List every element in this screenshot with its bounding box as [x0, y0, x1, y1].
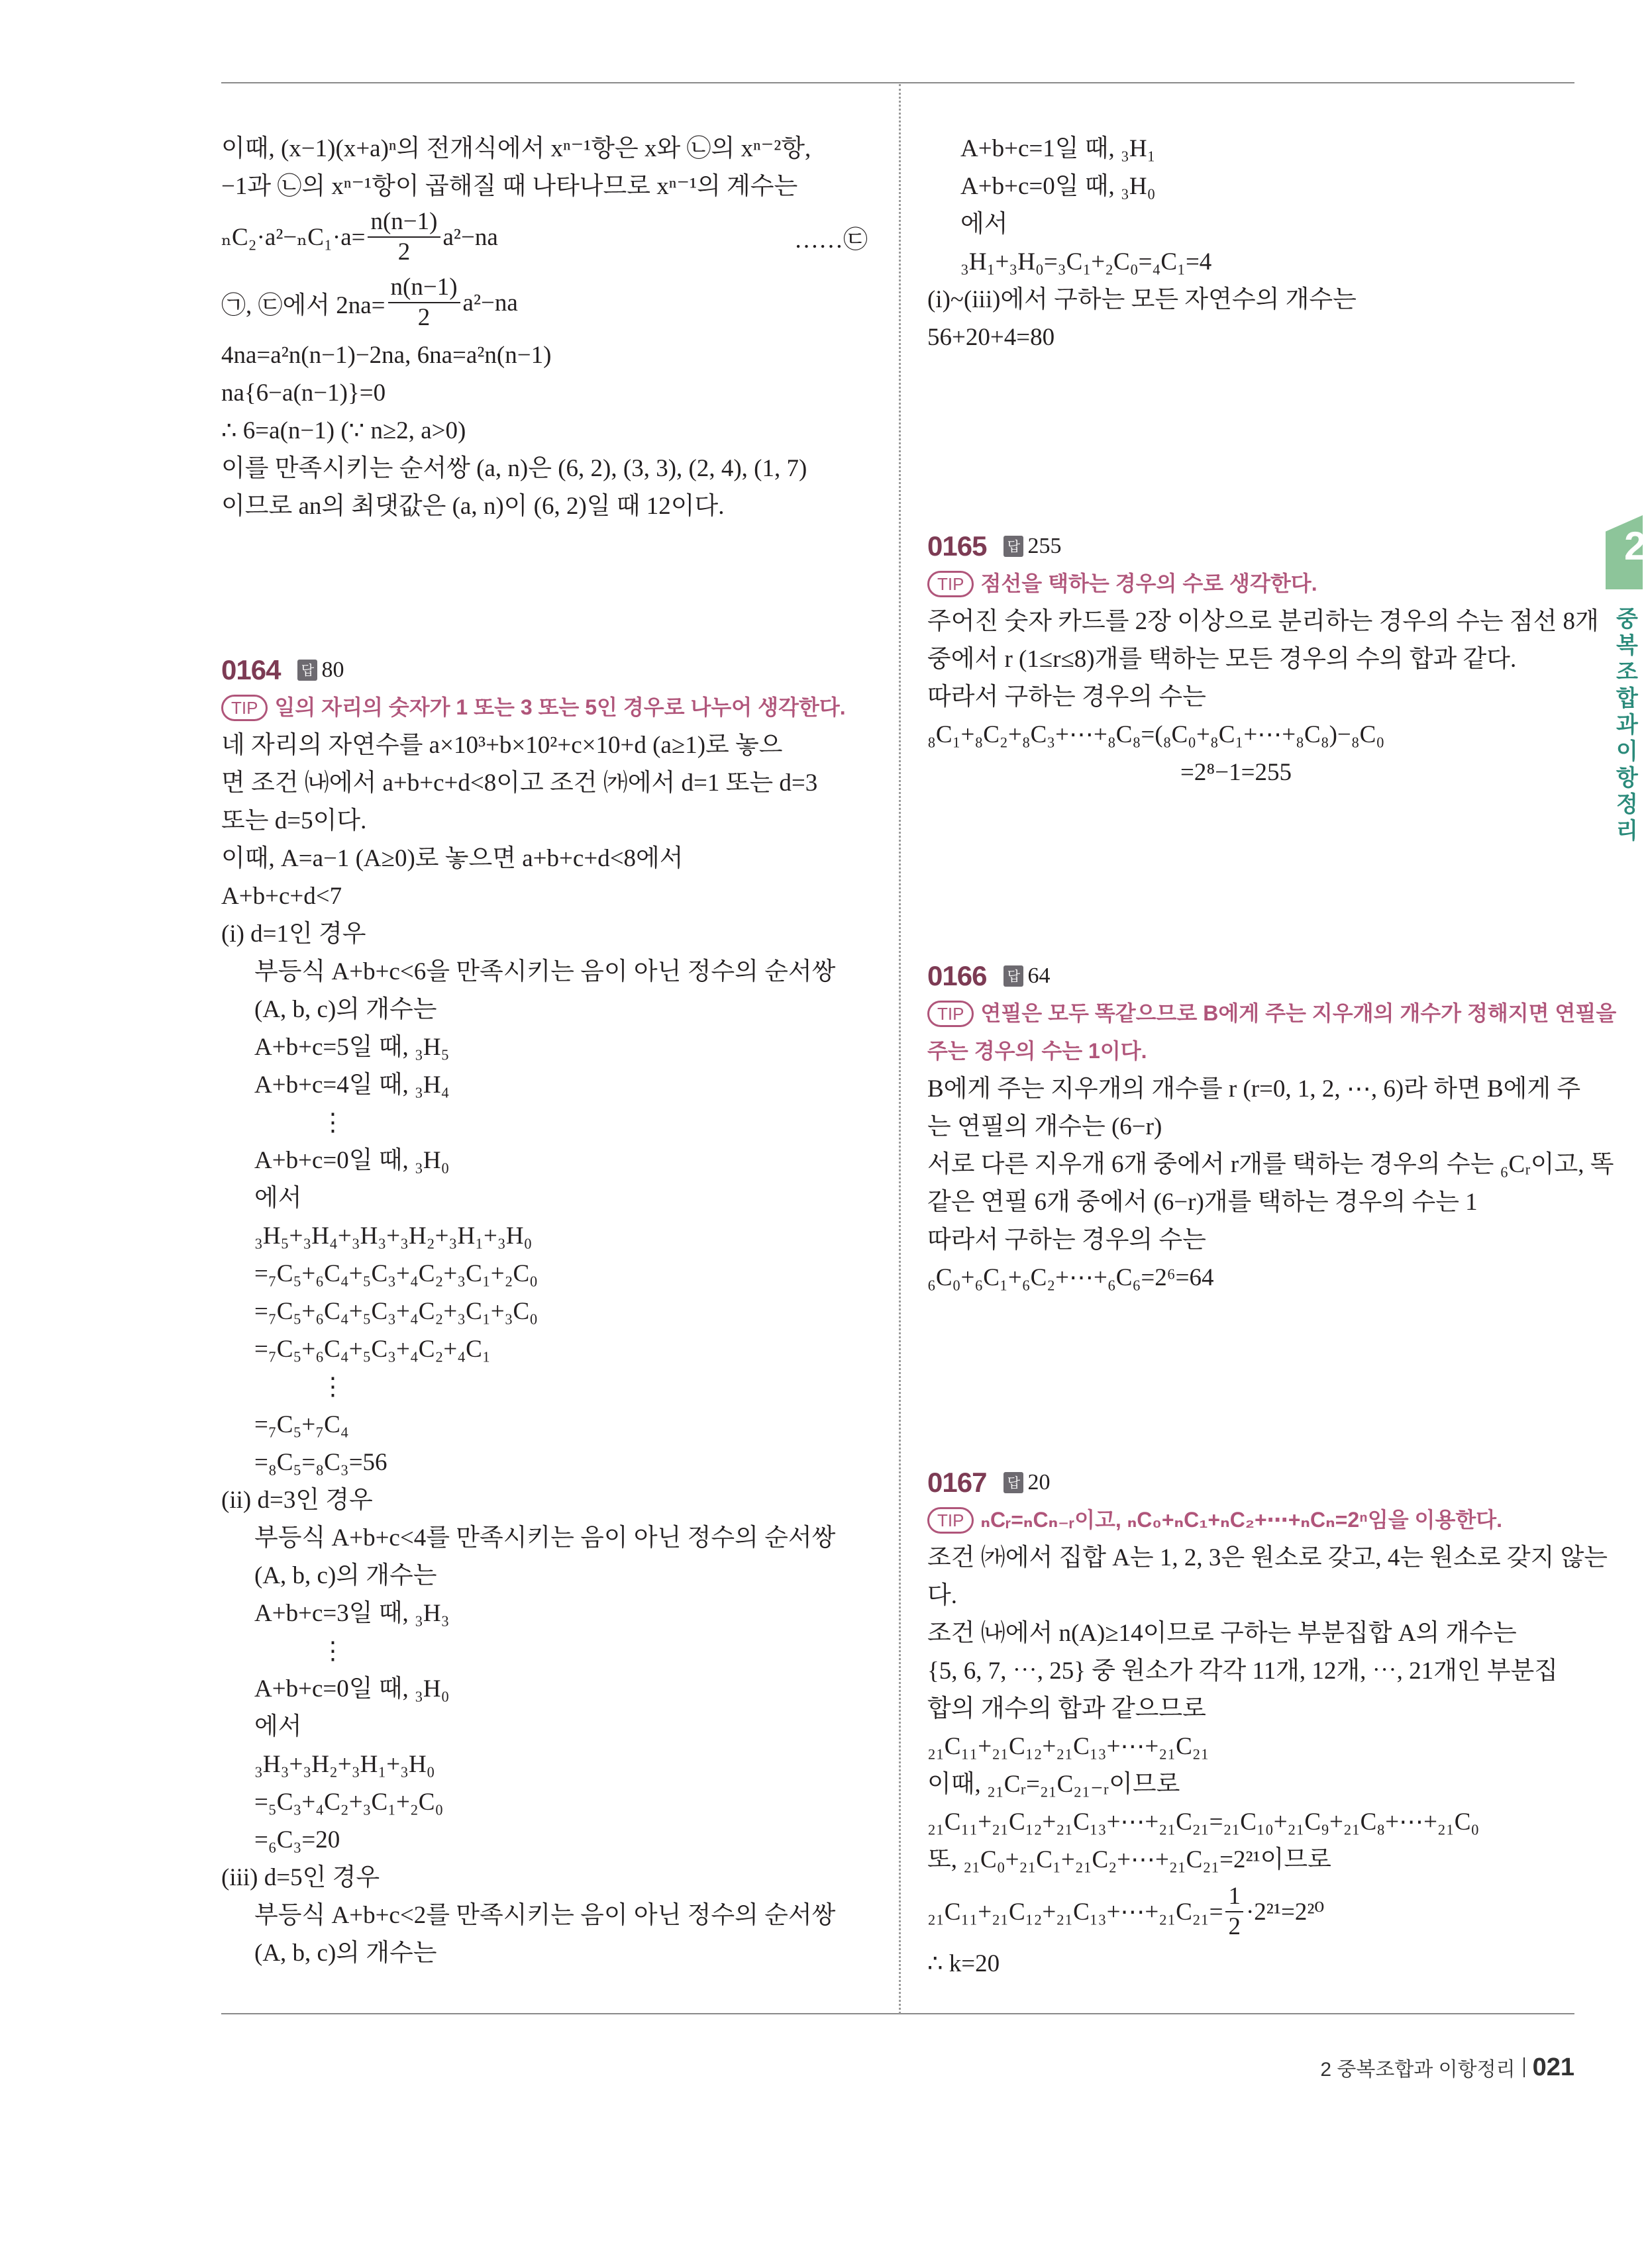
- text-line: 이때, ₂₁Cᵣ=₂₁C₂₁₋ᵣ이므로: [927, 1771, 1180, 1798]
- problem-header: [221, 651, 846, 689]
- problem-0167: [927, 1463, 1608, 1983]
- text-line: A+b+c=4일 때, ₃H₄: [254, 1071, 450, 1099]
- formula-text: ·2²¹=2²⁰: [1245, 1898, 1325, 1926]
- text-line: ₃H₃+₃H₂+₃H₁+₃H₀: [254, 1751, 435, 1778]
- text-line: =₇C₅+₆C₄+₅C₃+₄C₂+₃C₁+₂C₀: [254, 1260, 539, 1287]
- numerator: n(n−1): [388, 273, 460, 303]
- text-line: 주어진 숫자 카드를 2장 이상으로 분리하는 경우의 수는 점선 8개: [927, 608, 1599, 635]
- tip-badge: TIP: [927, 1001, 974, 1027]
- text-line: 이때, (x−1)(x+a)ⁿ의 전개식에서 xⁿ⁻¹항은 x와 ㉡의 xⁿ⁻²항,: [221, 135, 811, 162]
- text-line: ₂₁C₁₁+₂₁C₁₂+₂₁C₁₃+⋯+₂₁C₂₁: [927, 1733, 1209, 1760]
- text-line: 에서: [254, 1713, 302, 1740]
- tip-line: [221, 689, 846, 726]
- text-line: 따라서 구하는 경우의 수는: [927, 683, 1206, 711]
- tip-text: 점선을 택하는 경우의 수로 생각한다.: [980, 571, 1317, 595]
- text-line: 부등식 A+b+c<6을 만족시키는 음이 아닌 정수의 순서쌍: [254, 958, 836, 985]
- text-line: 면 조건 ㈏에서 a+b+c+d<8이고 조건 ㈎에서 d=1 또는 d=3: [221, 769, 818, 797]
- problem-header: [927, 957, 1616, 995]
- tip-badge: TIP: [927, 571, 974, 597]
- problem-number: 0164: [221, 654, 281, 685]
- formula-line: [221, 269, 868, 336]
- tip-badge: TIP: [221, 695, 268, 721]
- text-line: (A, b, c)의 개수는: [254, 1940, 437, 1967]
- text-line: A+b+c+d<7: [221, 883, 342, 910]
- answer: [1003, 1463, 1050, 1501]
- footer-separator: [1523, 2057, 1525, 2077]
- text-line: A+b+c=0일 때, ₃H₀: [960, 173, 1156, 200]
- text-line: =₈C₅=₈C₃=56: [254, 1449, 387, 1476]
- right-continuation: [927, 130, 1357, 356]
- text-line: =₅C₃+₄C₂+₃C₁+₂C₀: [254, 1789, 444, 1816]
- chapter-tab-number: 2: [1624, 524, 1646, 568]
- text-line: =2⁸−1=255: [1180, 759, 1292, 786]
- answer: [297, 651, 344, 689]
- text-line: ∴ k=20: [927, 1950, 1000, 1977]
- text-line: A+b+c=5일 때, ₃H₅: [254, 1034, 450, 1061]
- case-heading: (iii) d=5인 경우: [221, 1864, 380, 1891]
- formula-text: a²−na: [442, 223, 498, 251]
- tip-line: [927, 995, 1616, 1032]
- case-heading: (i) d=1인 경우: [221, 920, 366, 948]
- answer-icon: 답: [1003, 965, 1023, 987]
- text-line: (A, b, c)의 개수는: [254, 1562, 437, 1589]
- text-line: 이므로 an의 최댓값은 (a, n)이 (6, 2)일 때 12이다.: [221, 493, 725, 520]
- problem-header: [927, 1463, 1608, 1501]
- answer-icon: 답: [1003, 1472, 1023, 1493]
- top-rule: [221, 82, 1574, 83]
- tip-text: ₙCᵣ=ₙCₙ₋ᵣ이고, ₙC₀+ₙC₁+ₙC₂+⋯+ₙCₙ=2ⁿ임을 이용한다.: [980, 1508, 1503, 1532]
- text-line: ₃H₅+₃H₄+₃H₃+₃H₂+₃H₁+₃H₀: [254, 1222, 533, 1250]
- formula-text: ₙC₂·a²−ₙC₁·a=: [221, 224, 366, 251]
- page-number: 021: [1532, 2053, 1574, 2081]
- denominator: 2: [397, 238, 411, 266]
- text-line: 또, ₂₁C₀+₂₁C₁+₂₁C₂+⋯+₂₁C₂₁=2²¹이므로: [927, 1846, 1331, 1873]
- denominator: 2: [417, 304, 431, 331]
- text-line: 는 연필의 개수는 (6−r): [927, 1113, 1162, 1140]
- formula-text: ㉠, ㉢에서 2na=: [221, 292, 386, 319]
- text-line: 중에서 r (1≤r≤8)개를 택하는 모든 경우의 수의 합과 같다.: [927, 646, 1517, 673]
- text-line: ₆C₀+₆C₁+₆C₂+⋯+₆C₆=2⁶=64: [927, 1264, 1214, 1291]
- formula-text: a²−na: [462, 289, 518, 317]
- text-line: 조건 ㈏에서 n(A)≥14이므로 구하는 부분집합 A의 개수는: [927, 1620, 1517, 1647]
- text-line: =₇C₅+₆C₄+₅C₃+₄C₂+₄C₁: [254, 1336, 491, 1363]
- answer-value: 80: [321, 658, 344, 682]
- case-heading: (ii) d=3인 경우: [221, 1487, 373, 1514]
- fraction: [388, 273, 460, 332]
- problem-number: 0166: [927, 960, 987, 991]
- tip-text: 주는 경우의 수는 1이다.: [927, 1039, 1147, 1063]
- tip-badge: TIP: [927, 1507, 974, 1534]
- text-line: −1과 ㉡의 xⁿ⁻¹항이 곱해질 때 나타나므로 xⁿ⁻¹의 계수는: [221, 173, 798, 200]
- text-line: 부등식 A+b+c<4를 만족시키는 음이 아닌 정수의 순서쌍: [254, 1524, 836, 1552]
- column-divider: [899, 84, 901, 2014]
- text-line: 56+20+4=80: [927, 324, 1055, 351]
- vertical-ellipsis: ⋮: [321, 1638, 345, 1665]
- text-line: =₆C₃=20: [254, 1826, 340, 1853]
- formula-text: ₂₁C₁₁+₂₁C₁₂+₂₁C₁₃+⋯+₂₁C₂₁=: [927, 1898, 1223, 1926]
- text-line: 조건 ㈎에서 집합 A는 1, 2, 3은 원소로 갖고, 4는 원소로 갖지 않는: [927, 1544, 1608, 1571]
- text-line: 에서: [254, 1185, 302, 1212]
- text-line: ₂₁C₁₁+₂₁C₁₂+₂₁C₁₃+⋯+₂₁C₂₁=₂₁C₁₀+₂₁C₉+₂₁C₈+⋯+₂₁C₀: [927, 1808, 1480, 1836]
- text-line: =₇C₅+₇C₄: [254, 1411, 349, 1438]
- text-line: 네 자리의 자연수를 a×10³+b×10²+c×10+d (a≥1)로 놓으: [221, 732, 783, 759]
- numerator: 1: [1225, 1882, 1243, 1912]
- tip-text: 연필은 모두 똑같으므로 B에게 주는 지우개의 개수가 정해지면 연필을: [980, 1001, 1617, 1025]
- text-line: na{6−a(n−1)}=0: [221, 379, 386, 407]
- text-line: ₃H₁+₃H₀=₃C₁+₂C₀=₄C₁=4: [960, 248, 1212, 275]
- text-line: ∴ 6=a(n−1) (∵ n≥2, a>0): [221, 417, 466, 444]
- vertical-ellipsis: ⋮: [321, 1109, 345, 1136]
- chapter-tab-title: 중복조합과 이항정리: [1616, 606, 1638, 844]
- problem-number: 0165: [927, 530, 987, 562]
- text-line: 부등식 A+b+c<2를 만족시키는 음이 아닌 정수의 순서쌍: [254, 1902, 836, 1929]
- problem-0165: [927, 527, 1599, 791]
- equation-tag: ……㉢: [794, 226, 868, 254]
- text-line: A+b+c=0일 때, ₃H₀: [254, 1147, 450, 1174]
- bottom-rule: [221, 2013, 1574, 2014]
- problem-0164: [221, 651, 846, 1972]
- left-continuation: [221, 130, 868, 525]
- text-line: 서로 다른 지우개 6개 중에서 r개를 택하는 경우의 수는 ₆Cᵣ이고, 똑: [927, 1151, 1614, 1178]
- formula-line: [221, 205, 868, 269]
- text-line: B에게 주는 지우개의 개수를 r (r=0, 1, 2, ⋯, 6)라 하면 B에게 주: [927, 1075, 1581, 1103]
- fraction: [368, 207, 440, 267]
- denominator: 2: [1228, 1913, 1241, 1940]
- text-line: A+b+c=3일 때, ₃H₃: [254, 1600, 450, 1627]
- problem-0166: [927, 957, 1616, 1297]
- text-line: A+b+c=1일 때, ₃H₁: [960, 135, 1156, 162]
- text-line: 같은 연필 6개 중에서 (6−r)개를 택하는 경우의 수는 1: [927, 1189, 1478, 1216]
- text-line: 이를 만족시키는 순서쌍 (a, n)은 (6, 2), (3, 3), (2, 4), (1, 7): [221, 455, 807, 482]
- answer: [1003, 957, 1050, 995]
- page-footer: [1320, 2053, 1574, 2082]
- text-line: 4na=a²n(n−1)−2na, 6na=a²n(n−1): [221, 342, 552, 369]
- answer-value: 255: [1027, 534, 1062, 558]
- footer-chapter: 2 중복조합과 이항정리: [1320, 2059, 1516, 2081]
- text-line: 합의 개수의 합과 같으므로: [927, 1695, 1206, 1722]
- text-line: ₈C₁+₈C₂+₈C₃+⋯+₈C₈=(₈C₀+₈C₁+⋯+₈C₈)−₈C₀: [927, 721, 1385, 748]
- problem-header: [927, 527, 1599, 565]
- text-line: 에서: [960, 211, 1008, 238]
- answer-value: 20: [1027, 1470, 1051, 1495]
- text-line: 이때, A=a−1 (A≥0)로 놓으면 a+b+c+d<8에서: [221, 845, 684, 872]
- answer-icon: 답: [297, 660, 317, 681]
- text-line: =₇C₅+₆C₄+₅C₃+₄C₂+₃C₁+₃C₀: [254, 1298, 539, 1325]
- fraction: [1225, 1882, 1243, 1942]
- text-line: (i)~(iii)에서 구하는 모든 자연수의 개수는: [927, 286, 1357, 313]
- vertical-ellipsis: ⋮: [321, 1373, 345, 1401]
- text-line: (A, b, c)의 개수는: [254, 996, 437, 1023]
- numerator: n(n−1): [368, 207, 440, 238]
- text-line: 또는 d=5이다.: [221, 807, 367, 834]
- formula-line: [927, 1879, 1608, 1945]
- text-line: 따라서 구하는 경우의 수는: [927, 1226, 1206, 1254]
- tip-line: [927, 565, 1599, 603]
- problem-number: 0167: [927, 1467, 987, 1498]
- answer-icon: 답: [1003, 536, 1023, 557]
- text-line: {5, 6, 7, ⋯, 25} 중 원소가 각각 11개, 12개, ⋯, 21개인 부분집: [927, 1657, 1559, 1685]
- text-line: A+b+c=0일 때, ₃H₀: [254, 1675, 450, 1702]
- answer-value: 64: [1027, 963, 1051, 988]
- answer: [1003, 527, 1061, 565]
- tip-text: 일의 자리의 숫자가 1 또는 3 또는 5인 경우로 나누어 생각한다.: [274, 695, 846, 719]
- text-line: 다.: [927, 1582, 957, 1609]
- tip-line: [927, 1501, 1608, 1539]
